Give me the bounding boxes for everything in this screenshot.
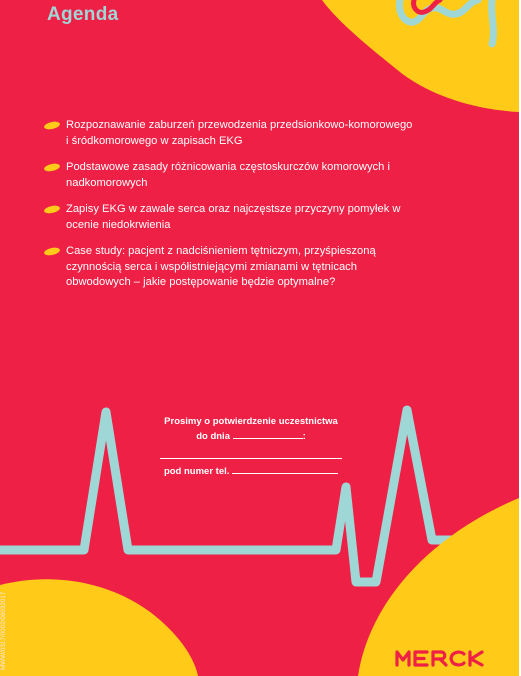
agenda-item-text: Rozpoznawanie zaburzeń przewodzenia przedsionkowo-komorowego i śródkomorowego w zapisach EKG <box>66 119 413 147</box>
agenda-item <box>44 202 414 233</box>
rsvp-phone-label: pod numer tel. <box>163 466 230 477</box>
yellow-bullet-icon <box>43 246 60 256</box>
agenda-item-text: Zapisy EKG w zawale serca oraz najczęstsze przyczyny pomyłek w ocenie niedokrwienia <box>66 203 401 231</box>
yellow-bullet-icon <box>43 204 60 214</box>
phone-blank-field[interactable] <box>232 463 338 474</box>
rsvp-block <box>120 415 382 478</box>
rsvp-date-suffix: : <box>302 431 306 442</box>
bottom-left-yellow-blob <box>0 579 198 676</box>
agenda-item <box>44 244 414 291</box>
yellow-bullet-icon <box>43 120 60 130</box>
page-title: Agenda <box>47 4 119 25</box>
rsvp-date-label: do dnia <box>196 431 230 442</box>
agenda-item-text: Case study: pacjent z nadciśnieniem tętniczym, przyśpieszoną czynnością serca i współistniejącymi zmianami w tętnicach obwodowych – jakie postępowanie będzie optymalne? <box>66 245 376 288</box>
agenda-item <box>44 160 414 191</box>
agenda-list <box>44 118 414 302</box>
date-blank-field[interactable] <box>233 428 303 439</box>
agenda-item <box>44 118 414 149</box>
rsvp-date-line <box>120 428 382 443</box>
rsvp-request-text: Prosimy o potwierdzenie uczestnictwa <box>164 416 338 427</box>
yellow-bullet-icon <box>43 162 60 172</box>
blank-line-field[interactable] <box>160 449 342 459</box>
agenda-item-text: Podstawowe zasady różnicowania częstoskurczów komorowych i nadkomorowych <box>66 161 390 189</box>
rsvp-phone-line <box>120 463 382 478</box>
merck-logo <box>394 647 492 669</box>
document-code: MWW/0317/0002/06032017 <box>0 591 7 670</box>
